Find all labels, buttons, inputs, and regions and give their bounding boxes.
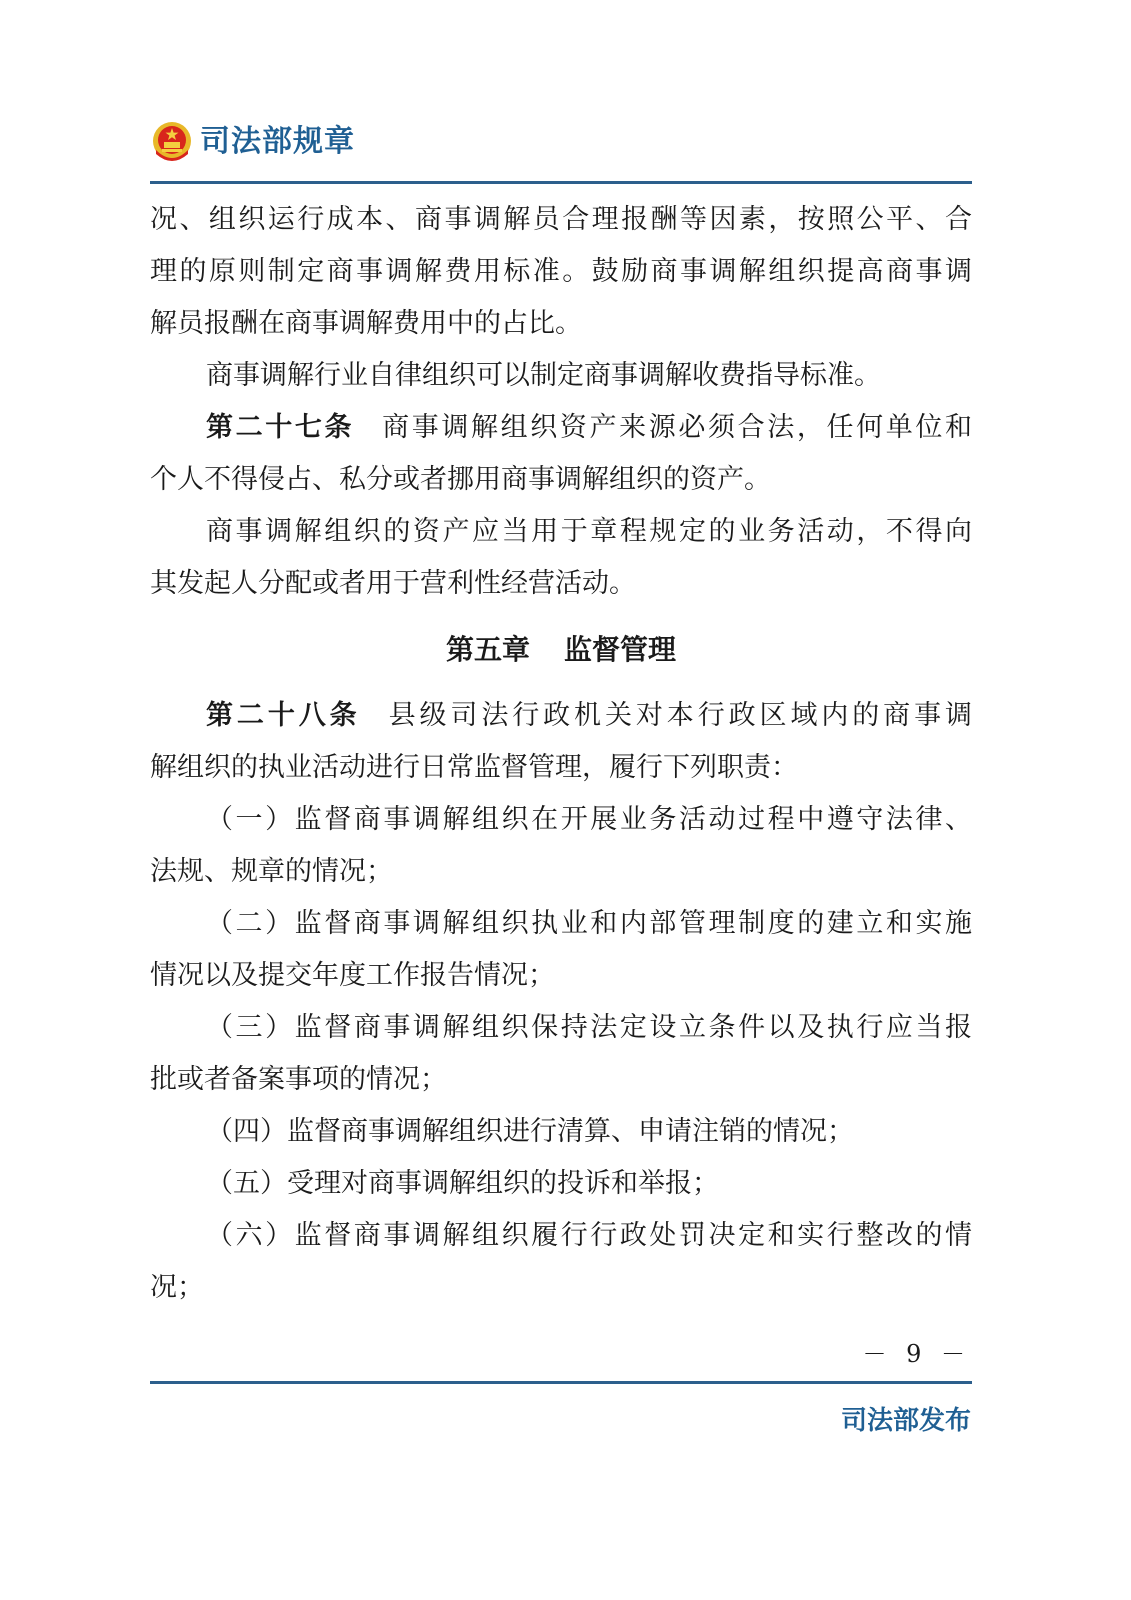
chapter-heading — [150, 610, 972, 690]
page-number: － 9 － — [862, 1340, 971, 1368]
list-item-cont: 批或者备案事项的情况； — [150, 1064, 447, 1095]
list-item: （二）监督商事调解组织执业和内部管理制度的建立和实施 — [206, 908, 972, 939]
footer-divider — [150, 1381, 972, 1384]
national-emblem-icon — [150, 120, 194, 164]
article-text: 县级司法行政机关对本行政区域内的商事调 — [388, 700, 973, 731]
list-item: （三）监督商事调解组织保持法定设立条件以及执行应当报 — [206, 1012, 972, 1043]
list-item: （四）监督商事调解组织进行清算、申请注销的情况； — [206, 1116, 854, 1147]
text-line: 解组织的执业活动进行日常监督管理，履行下列职责： — [150, 752, 798, 783]
article-27-line — [150, 402, 972, 454]
article-label: 第二十七条 — [206, 412, 355, 443]
text-line: 其发起人分配或者用于营利性经营活动。 — [150, 568, 636, 599]
text-line: 况、组织运行成本、商事调解员合理报酬等因素，按照公平、合 — [150, 204, 972, 235]
text-line: 商事调解行业自律组织可以制定商事调解收费指导标准。 — [206, 360, 881, 391]
chapter-name: 监督管理 — [564, 633, 677, 666]
chapter-number: 第五章 — [445, 633, 530, 666]
list-item: （五）受理对商事调解组织的投诉和举报； — [206, 1168, 719, 1199]
article-28-line — [150, 690, 972, 742]
article-label: 第二十八条 — [206, 700, 361, 731]
text-line: 理的原则制定商事调解费用标准。鼓励商事调解组织提高商事调 — [150, 256, 972, 287]
text-line: 商事调解组织的资产应当用于章程规定的业务活动，不得向 — [206, 516, 972, 547]
list-item-cont: 况； — [150, 1272, 204, 1303]
list-item: （六）监督商事调解组织履行行政处罚决定和实行整改的情 — [206, 1220, 972, 1251]
list-item-cont: 情况以及提交年度工作报告情况； — [150, 960, 555, 991]
publisher-label: 司法部发布 — [840, 1406, 971, 1436]
document-body — [150, 194, 972, 1314]
text-line: 个人不得侵占、私分或者挪用商事调解组织的资产。 — [150, 464, 771, 495]
list-item: （一）监督商事调解组织在开展业务活动过程中遵守法律、 — [206, 804, 972, 835]
page-header — [150, 118, 972, 176]
article-text: 商事调解组织资产来源必须合法，任何单位和 — [382, 412, 972, 443]
text-line: 解员报酬在商事调解费用中的占比。 — [150, 308, 582, 339]
header-divider — [150, 181, 972, 184]
list-item-cont: 法规、规章的情况； — [150, 856, 393, 887]
header-title: 司法部规章 — [200, 124, 355, 159]
